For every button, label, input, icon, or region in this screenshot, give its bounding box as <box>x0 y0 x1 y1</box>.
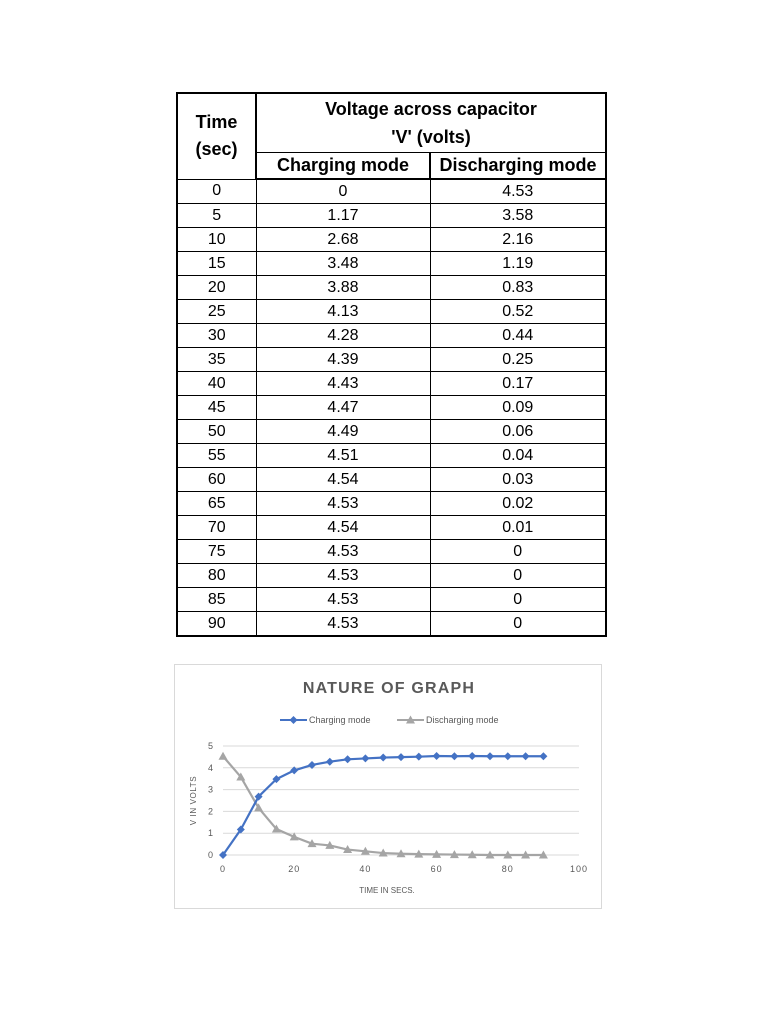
charging-mode-point <box>539 752 547 760</box>
time-header-line1: Time <box>195 112 238 133</box>
x-tick-label: 20 <box>288 864 301 874</box>
charging-mode-point <box>415 753 423 761</box>
discharging-cell: 3.58 <box>430 204 606 228</box>
charging-cell: 0 <box>256 179 430 204</box>
time-cell: 40 <box>177 372 256 396</box>
charging-mode-point <box>397 753 405 761</box>
time-cell: 55 <box>177 444 256 468</box>
discharging-mode-header: Discharging mode <box>430 153 606 180</box>
discharging-cell: 1.19 <box>430 252 606 276</box>
discharging-mode-point <box>219 752 228 760</box>
time-header <box>177 93 256 179</box>
table-row <box>177 372 606 396</box>
table-row <box>177 612 606 637</box>
time-cell: 75 <box>177 540 256 564</box>
x-tick-label: 100 <box>569 864 589 874</box>
table-row <box>177 588 606 612</box>
charging-cell: 4.39 <box>256 348 430 372</box>
discharging-cell: 0.09 <box>430 396 606 420</box>
time-cell: 70 <box>177 516 256 540</box>
y-tick-label: 0 <box>207 850 213 860</box>
y-axis-label: V IN VOLTS <box>189 775 198 826</box>
time-cell: 0 <box>177 179 256 204</box>
charging-cell: 4.53 <box>256 492 430 516</box>
discharging-cell: 0.01 <box>430 516 606 540</box>
discharging-cell: 0 <box>430 564 606 588</box>
discharging-cell: 0 <box>430 612 606 637</box>
time-cell: 20 <box>177 276 256 300</box>
discharging-cell: 0 <box>430 588 606 612</box>
time-cell: 50 <box>177 420 256 444</box>
time-cell: 35 <box>177 348 256 372</box>
charging-cell: 4.53 <box>256 588 430 612</box>
table-row <box>177 324 606 348</box>
table-row <box>177 179 606 204</box>
charging-mode-line <box>223 756 543 855</box>
time-cell: 65 <box>177 492 256 516</box>
discharging-cell: 0.44 <box>430 324 606 348</box>
charging-mode-point <box>522 752 530 760</box>
charging-cell: 3.48 <box>256 252 430 276</box>
voltage-header-line2: 'V' (volts) <box>391 127 471 147</box>
voltage-header-line1: Voltage across capacitor <box>325 99 537 119</box>
chart-title: NATURE OF GRAPH <box>302 680 476 697</box>
x-axis-label: TIME IN SECS. <box>359 886 415 895</box>
charging-mode-point <box>486 752 494 760</box>
x-tick-label: 0 <box>219 864 227 874</box>
y-tick-label: 1 <box>207 828 213 839</box>
table-row <box>177 276 606 300</box>
discharging-cell: 0.52 <box>430 300 606 324</box>
discharging-cell: 0.03 <box>430 468 606 492</box>
charging-cell: 4.53 <box>256 540 430 564</box>
table-row <box>177 564 606 588</box>
time-cell: 60 <box>177 468 256 492</box>
legend-label-charging-mode: Charging mode <box>309 715 371 725</box>
discharging-cell: 0.83 <box>430 276 606 300</box>
y-tick-label: 3 <box>207 784 213 795</box>
voltage-group-header <box>256 93 606 153</box>
discharging-cell: 2.16 <box>430 228 606 252</box>
table-row <box>177 300 606 324</box>
table-row <box>177 252 606 276</box>
x-tick-label: 80 <box>501 864 514 874</box>
x-tick-label: 60 <box>430 864 443 874</box>
charging-cell: 4.51 <box>256 444 430 468</box>
charging-cell: 1.17 <box>256 204 430 228</box>
legend-label-discharging-mode: Discharging mode <box>426 715 499 725</box>
time-cell: 10 <box>177 228 256 252</box>
discharging-cell: 4.53 <box>430 179 606 204</box>
table-row <box>177 348 606 372</box>
charging-cell: 4.28 <box>256 324 430 348</box>
time-cell: 15 <box>177 252 256 276</box>
charging-mode-point <box>504 752 512 760</box>
y-tick-label: 5 <box>207 741 213 751</box>
charging-cell: 4.53 <box>256 564 430 588</box>
charging-mode-point <box>361 754 369 762</box>
charging-mode-point <box>326 758 334 766</box>
charging-mode-point <box>379 754 387 762</box>
discharging-cell: 0.25 <box>430 348 606 372</box>
charging-mode-point <box>450 752 458 760</box>
legend-marker-charging-mode <box>290 716 298 724</box>
charging-cell: 4.49 <box>256 420 430 444</box>
voltage-table <box>176 92 607 637</box>
table-body <box>177 179 606 636</box>
charging-cell: 4.54 <box>256 516 430 540</box>
time-header-line2: (sec) <box>195 139 238 160</box>
time-cell: 45 <box>177 396 256 420</box>
charging-cell: 2.68 <box>256 228 430 252</box>
chart-area <box>174 664 602 909</box>
time-cell: 85 <box>177 588 256 612</box>
time-cell: 30 <box>177 324 256 348</box>
charging-mode-point <box>344 755 352 763</box>
charging-mode-point <box>433 752 441 760</box>
table-row <box>177 468 606 492</box>
time-cell: 80 <box>177 564 256 588</box>
line-chart <box>175 665 603 910</box>
charging-cell: 4.13 <box>256 300 430 324</box>
charging-cell: 4.54 <box>256 468 430 492</box>
table-row <box>177 516 606 540</box>
discharging-cell: 0.06 <box>430 420 606 444</box>
time-cell: 25 <box>177 300 256 324</box>
charging-cell: 4.47 <box>256 396 430 420</box>
table-row <box>177 540 606 564</box>
charging-cell: 4.53 <box>256 612 430 637</box>
discharging-cell: 0.17 <box>430 372 606 396</box>
x-tick-label: 40 <box>359 864 372 874</box>
time-cell: 90 <box>177 612 256 637</box>
y-tick-label: 2 <box>207 806 213 817</box>
discharging-cell: 0.02 <box>430 492 606 516</box>
table-row <box>177 396 606 420</box>
table-row <box>177 420 606 444</box>
charging-cell: 3.88 <box>256 276 430 300</box>
discharging-cell: 0.04 <box>430 444 606 468</box>
discharging-mode-line <box>223 756 543 855</box>
charging-mode-point <box>468 752 476 760</box>
table-row <box>177 204 606 228</box>
charging-cell: 4.43 <box>256 372 430 396</box>
charging-mode-header: Charging mode <box>256 153 430 180</box>
discharging-cell: 0 <box>430 540 606 564</box>
time-cell: 5 <box>177 204 256 228</box>
y-tick-label: 4 <box>207 762 213 773</box>
table-row <box>177 492 606 516</box>
table-row <box>177 228 606 252</box>
table-row <box>177 444 606 468</box>
